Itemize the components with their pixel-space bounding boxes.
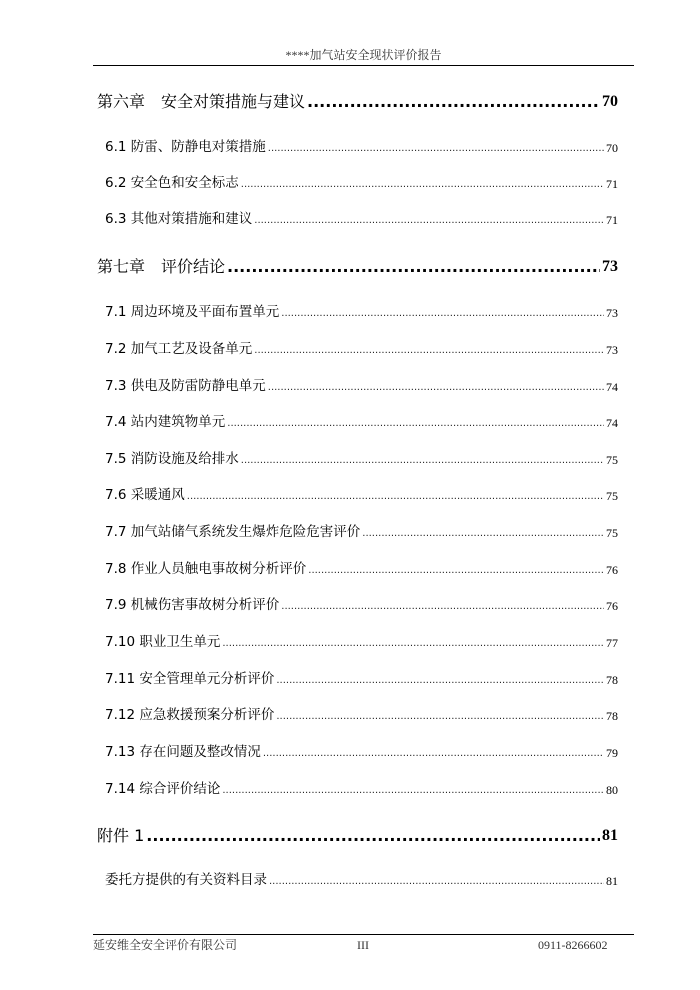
toc-entry-label: 7.5 消防设施及给排水: [105, 451, 239, 467]
toc-dot-leader: [307, 91, 600, 113]
toc-entry-label: 第六章 安全对策措施与建议: [97, 92, 306, 111]
toc-entry-label: 7.12 应急救援预案分析评价: [105, 707, 275, 723]
toc-section-entry[interactable]: [105, 780, 618, 798]
toc-section-entry[interactable]: [105, 596, 618, 614]
toc-entry-label: 7.7 加气站储气系统发生爆炸危险危害评价: [105, 524, 361, 540]
toc-section-entry[interactable]: [105, 486, 618, 504]
toc-section-entry[interactable]: [105, 210, 618, 228]
toc-section-entry[interactable]: [105, 670, 618, 688]
toc-section-entry[interactable]: [105, 706, 618, 724]
toc-dot-leader: [227, 256, 600, 278]
toc-entry-page: 75: [606, 489, 618, 503]
toc-section-entry[interactable]: [105, 377, 618, 395]
toc-dot-leader: [146, 825, 600, 847]
toc-entry-page: 79: [606, 746, 618, 760]
toc-section-entry[interactable]: [105, 138, 618, 156]
toc-chapter-entry[interactable]: [97, 91, 618, 113]
toc-dot-leader: [254, 214, 604, 228]
toc-dot-leader: [263, 747, 604, 761]
toc-entry-label: 委托方提供的有关资料目录: [105, 872, 267, 888]
toc-section-entry[interactable]: [105, 560, 618, 578]
toc-section-entry[interactable]: [105, 174, 618, 192]
toc-dot-leader: [362, 527, 604, 541]
toc-dot-leader: [187, 490, 604, 504]
toc-entry-label: 6.2 安全色和安全标志: [105, 175, 239, 191]
toc-entry-page: 76: [606, 599, 618, 613]
toc-dot-leader: [281, 307, 604, 321]
toc-entry-page: 73: [606, 343, 618, 357]
toc-section-entry[interactable]: [105, 340, 618, 358]
toc-section-entry[interactable]: [105, 450, 618, 468]
toc-entry-page: 74: [606, 380, 618, 394]
toc-entry-page: 76: [606, 563, 618, 577]
toc-entry-label: 7.6 采暖通风: [105, 487, 185, 503]
toc-chapter-entry[interactable]: [97, 825, 618, 847]
toc-dot-leader: [276, 674, 604, 688]
toc-entry-page: 74: [606, 416, 618, 430]
footer-phone: 0911-8266602: [538, 938, 608, 952]
footer-company: 延安维全安全评价有限公司: [93, 938, 238, 952]
toc-dot-leader: [254, 344, 604, 358]
toc-entry-page: 71: [606, 213, 618, 227]
toc-entry-page: 70: [606, 141, 618, 155]
toc-dot-leader: [268, 142, 604, 156]
toc-dot-leader: [222, 637, 604, 651]
toc-section-entry[interactable]: [105, 413, 618, 431]
toc-entry-label: 7.9 机械伤害事故树分析评价: [105, 597, 280, 613]
footer-rule: [93, 934, 634, 935]
toc-dot-leader: [268, 381, 604, 395]
toc-entry-label: 7.13 存在问题及整改情况: [105, 744, 261, 760]
toc-section-entry[interactable]: [105, 743, 618, 761]
toc-dot-leader: [241, 178, 604, 192]
toc-entry-label: 第七章 评价结论: [97, 257, 226, 276]
footer-page-number: III: [357, 938, 369, 952]
toc-entry-page: 75: [606, 453, 618, 467]
toc-entry-label: 7.10 职业卫生单元: [105, 634, 221, 650]
toc-entry-label: 7.11 安全管理单元分析评价: [105, 671, 275, 687]
toc-dot-leader: [308, 564, 604, 578]
toc-entry-page: 80: [606, 783, 618, 797]
page-header: ****加气站安全现状评价报告: [285, 48, 442, 62]
toc-dot-leader: [227, 417, 604, 431]
toc-entry-page: 71: [606, 177, 618, 191]
toc-entry-page: 75: [606, 526, 618, 540]
toc-entry-label: 附件 1: [97, 826, 145, 845]
toc-entry-label: 7.1 周边环境及平面布置单元: [105, 304, 280, 320]
toc-entry-page: 78: [606, 673, 618, 687]
toc-entry-label: 7.4 站内建筑物单元: [105, 414, 226, 430]
toc-entry-page: 77: [606, 636, 618, 650]
toc-entry-label: 7.2 加气工艺及设备单元: [105, 341, 253, 357]
toc-entry-label: 7.8 作业人员触电事故树分析评价: [105, 561, 307, 577]
toc-chapter-entry[interactable]: [97, 256, 618, 278]
toc-entry-page: 73: [606, 306, 618, 320]
toc-dot-leader: [269, 875, 604, 889]
toc-entry-label: 6.3 其他对策措施和建议: [105, 211, 253, 227]
toc-entry-label: 6.1 防雷、防静电对策措施: [105, 139, 266, 155]
toc-entry-page: 78: [606, 709, 618, 723]
toc-entry-page: 81: [606, 874, 618, 888]
toc-section-entry[interactable]: [105, 633, 618, 651]
toc-section-entry[interactable]: [105, 523, 618, 541]
toc-dot-leader: [222, 784, 604, 798]
toc-entry-page: 70: [602, 93, 618, 110]
toc-entry-label: 7.14 综合评价结论: [105, 781, 221, 797]
toc-dot-leader: [276, 710, 604, 724]
toc-entry-page: 73: [602, 258, 618, 275]
header-rule: [93, 65, 634, 66]
toc-entry-label: 7.3 供电及防雷防静电单元: [105, 378, 266, 394]
toc-dot-leader: [241, 454, 604, 468]
toc-section-entry[interactable]: [105, 871, 618, 889]
toc-dot-leader: [281, 600, 604, 614]
toc-entry-page: 81: [602, 827, 618, 844]
toc-section-entry[interactable]: [105, 303, 618, 321]
